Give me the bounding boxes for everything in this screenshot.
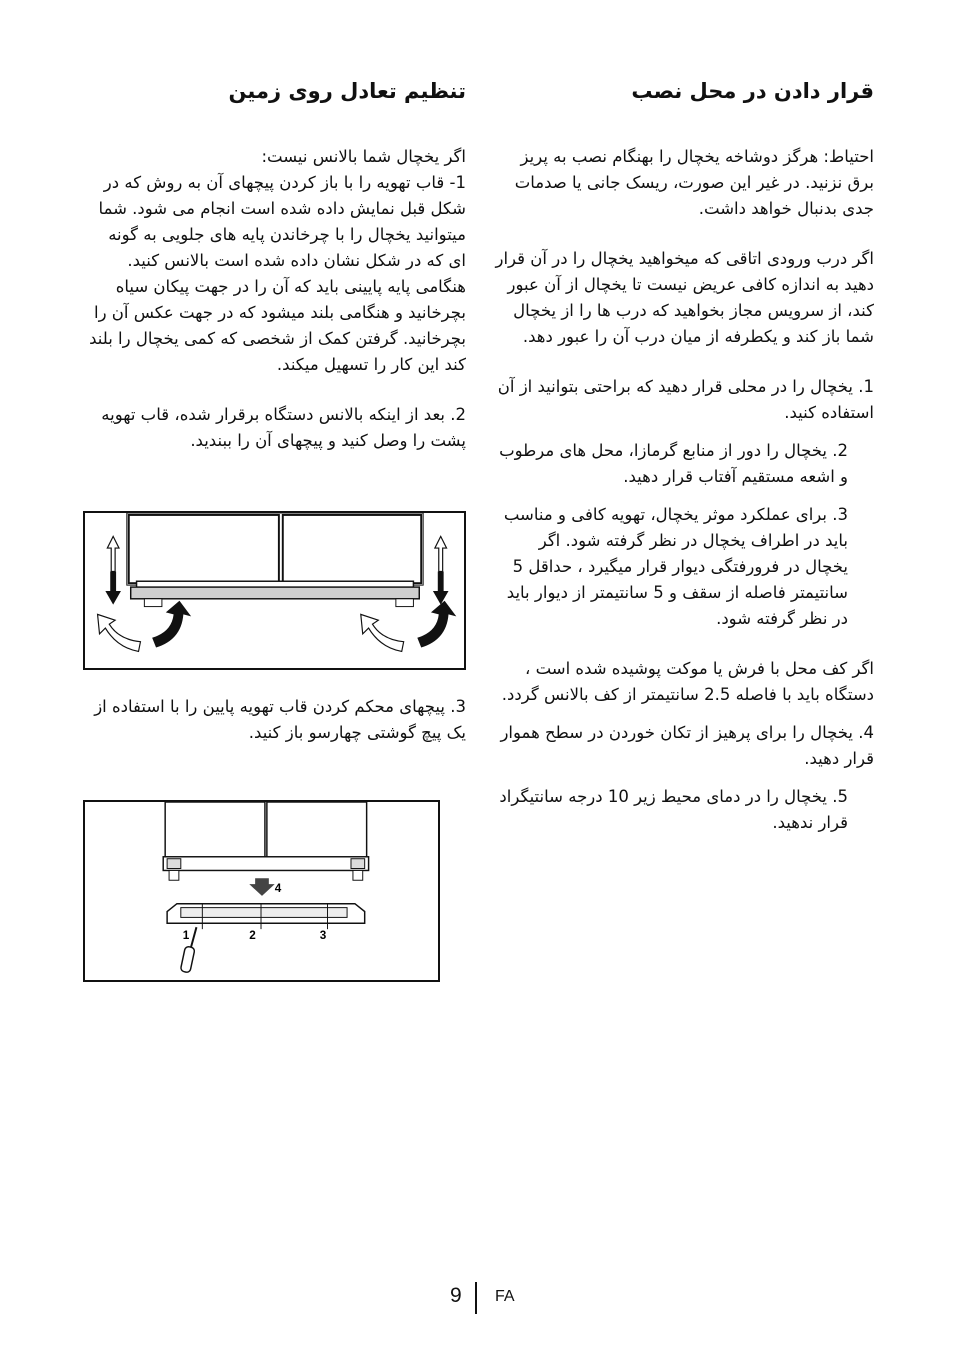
installation-section [492,76,874,836]
installation-title: قرار دادن در محل نصب [631,79,874,103]
page-number: 9 [450,1284,462,1307]
install-item-3: 3. برای عملکرد موثر یخچال، تهویه کافی و مناسب باید در اطراف یخچال در نظر گرفته شود. اگر یخچال در فرورفتگی دیوار قرار میگیرد ، حداقل 5 سانتیمتر فاصله از سقف و 5 سانتیمتر از دیوار باید در نظر گرفته شود. [503,505,848,628]
caution-text: احتیاط: هرگز دوشاخه یخچال را بهنگام نصب به پریز برق نزنید. در غیر این صورت، ریسک جانی یا صدمات جدی بدنبال خواهد داشت. [514,147,874,218]
left-door-shape [129,515,279,583]
leveling-step-1: 1- قاب تهویه را با باز کردن پیچهای آن به روش که در شکل قبل نمایش داده شده است انجام می شود. شما میتوانید یخچال را با چرخاندن پایه های جلویی به گونه ای که در شکل نشان داده شده است بالانس کنید. هنگامی پایه پایینی باید که آن را در جهت پیکان سیاه بچرخانید و هنگامی بلند میشود که در جهت عکس آن را بچرخانید. گرفتن کمک از شخصی که کمی یخچال را بلند کند این کار را تسهیل میکند. [89,173,466,374]
install-item-4: 4. یخچال را برای پرهیز از تکان خوردن در سطح هموار قرار دهید. [500,723,874,768]
leveling-intro: اگر یخچال شما بالانس نیست: [261,147,466,166]
label-4: 4 [274,881,282,895]
ventilation-cover-diagram [85,802,438,980]
leveling-title: تنظیم تعادل روی زمین [228,79,466,103]
label-2: 2 [249,928,256,942]
leveling-step-3: 3. پیچهای محکم کردن قاب تهویه پایین را با استفاده از یک پیچ گوشتی چهارسو باز کنید. [94,697,466,742]
language-code: FA [495,1288,515,1305]
install-item-5: 5. یخچال را در دمای محیط زیر 10 درجه سانتیگراد قرار ندهید. [499,787,848,832]
down-arrow-icon [105,571,121,604]
page-footer [0,1280,954,1320]
install-item-1: 1. یخچال را در محلی قرار دهید که براحتی بتوانید از آن استفاده کنید. [497,377,874,422]
rotate-clockwise-icon [152,601,191,648]
leveling-feet-figure [83,511,466,670]
footer-divider [475,1282,477,1314]
down-arrow-icon [249,878,274,896]
ventilation-cover-figure [83,800,440,982]
label-1: 1 [182,928,190,942]
leveling-step-2: 2. بعد از اینکه بالانس دستگاه برقرار شده، قاب تهویه پشت را وصل کنید و پیچهای آن را ببندید. [101,405,466,450]
right-door-shape [283,515,421,583]
door-note-text: اگر درب ورودی اتاقی که میخواهید یخچال را در آن قرار دهید به اندازه کافی عریض نیست تا یخچال از آن عبور کند، از سرویس مجاز بخواهید که درب ها را از یخچال شما باز کند و یکطرفه از میان درب آن را عبور دهد. [495,249,874,346]
rotate-clockwise-icon [417,601,456,648]
label-3: 3 [319,928,327,942]
rotate-counterclockwise-icon [361,614,404,651]
kick-plate-shape [131,587,420,599]
rotate-counterclockwise-icon [98,614,141,651]
up-arrow-icon [435,536,447,571]
down-arrow-icon [433,571,449,604]
leveling-feet-diagram [85,513,464,668]
floor-note-text: اگر کف محل با فرش یا موکت پوشیده شده است ، دستگاه باید با فاصله 2.5 سانتیمتر از کف بالانس گردد. [501,659,874,704]
up-arrow-icon [107,536,119,571]
install-item-2: 2. یخچال را دور از منابع گرمازا، محل های مرطوب و اشعه مستقیم آفتاب قرار دهید. [499,441,848,486]
